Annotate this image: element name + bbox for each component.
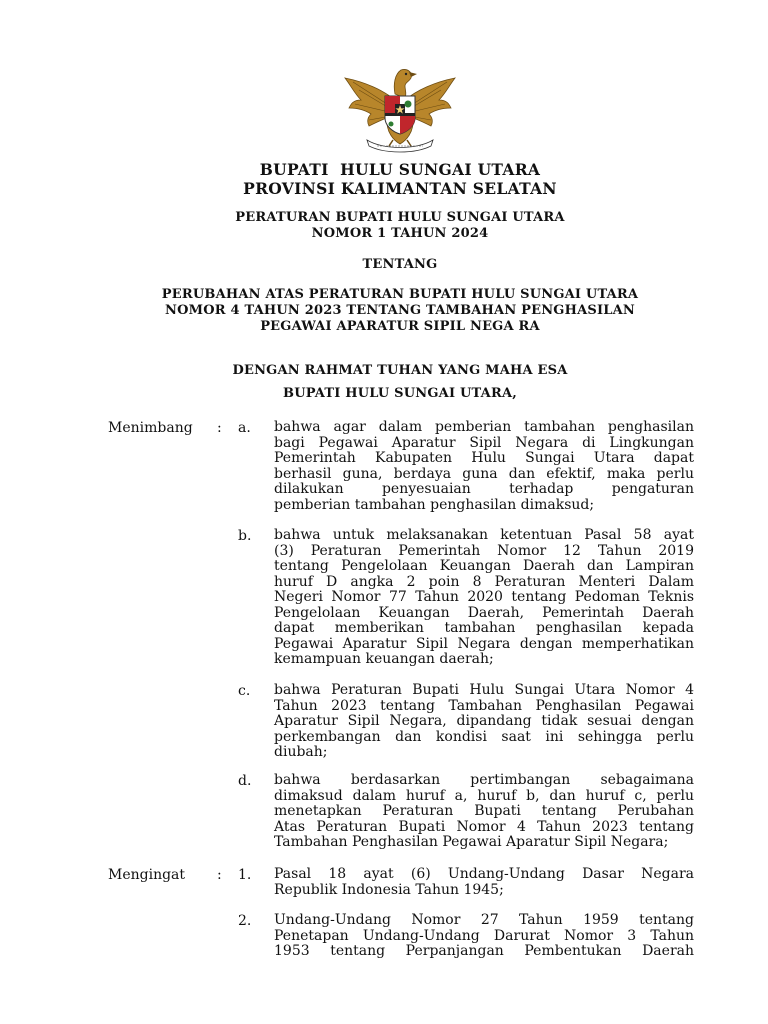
menimbang-d-text <box>274 773 694 851</box>
text-line: Pemerintah Kabupaten Hulu Sungai Utara dapat <box>274 450 694 466</box>
text-line: bahwa Peraturan Bupati Hulu Sungai Utara Nomor 4 <box>274 682 694 698</box>
menimbang-b-text <box>274 528 694 668</box>
menimbang-a-marker: a. <box>238 420 251 436</box>
text-line: Pegawai Aparatur Sipil Negara dengan memperhatikan <box>274 635 694 652</box>
text-line: Penetapan Undang-Undang Darurat Nomor 3 Tahun <box>274 927 694 944</box>
mengingat-colon: : <box>217 867 222 883</box>
text-line: bahwa berdasarkan pertimbangan sebagaimana <box>274 772 694 788</box>
mengingat-2-marker: 2. <box>238 913 252 929</box>
menimbang-c-marker: c. <box>238 683 251 699</box>
mengingat-label: Mengingat <box>108 867 186 883</box>
mengingat-1-marker: 1. <box>238 867 252 883</box>
regent-title-line1: BUPATI HULU SUNGAI UTARA <box>259 160 541 179</box>
text-line: diubah; <box>274 744 328 760</box>
regulation-subject-line3: PEGAWAI APARATUR SIPIL NEGA RA <box>260 319 540 334</box>
regulation-subject-line2: NOMOR 4 TAHUN 2023 TENTANG TAMBAHAN PENGHASILAN <box>165 303 635 318</box>
menimbang-c-text <box>274 683 694 761</box>
text-line: Atas Peraturan Bupati Nomor 4 Tahun 2023 tentang <box>274 818 694 835</box>
menimbang-colon: : <box>217 420 222 436</box>
text-line: bagi Pegawai Aparatur Sipil Negara di Lingkungan <box>274 434 694 451</box>
menimbang-label: Menimbang <box>108 420 193 436</box>
text-line: Negeri Nomor 77 Tahun 2020 tentang Pedoman Teknis <box>274 589 694 605</box>
tentang-heading: TENTANG <box>362 257 438 272</box>
text-line: kemampuan keuangan daerah; <box>274 651 494 667</box>
menimbang-a-text <box>274 420 694 513</box>
regulation-subject-line1: PERUBAHAN ATAS PERATURAN BUPATI HULU SUNGAI UTARA <box>161 287 639 302</box>
blessing-line: DENGAN RAHMAT TUHAN YANG MAHA ESA <box>232 363 568 378</box>
menimbang-b-marker: b. <box>238 528 252 544</box>
menimbang-d-marker: d. <box>238 773 252 789</box>
regulation-number-line2: NOMOR 1 TAHUN 2024 <box>311 226 489 241</box>
text-line: Undang-Undang Nomor 27 Tahun 1959 tentang <box>274 912 694 928</box>
text-line: Pengelolaan Keuangan Daerah, Pemerintah Daerah <box>274 604 694 621</box>
text-line: Aparatur Sipil Negara, dipandang tidak sesuai dengan <box>274 713 694 729</box>
text-line: perkembangan dan kondisi saat ini sehingga perlu <box>274 728 694 745</box>
regulation-number <box>0 210 768 242</box>
text-line: bahwa untuk melaksanakan ketentuan Pasal 58 ayat <box>274 527 694 543</box>
text-line: dapat memberikan tambahan penghasilan kepada <box>274 620 694 636</box>
text-line: Tambahan Penghasilan Pegawai Aparatur Sipil Negara; <box>274 834 669 850</box>
text-line: Pasal 18 ayat (6) Undang-Undang Dasar Negara <box>274 866 694 882</box>
text-line: Republik Indonesia Tahun 1945; <box>274 881 504 898</box>
text-line: menetapkan Peraturan Bupati tentang Perubahan <box>274 803 694 819</box>
mengingat-1-text <box>274 867 694 898</box>
text-line: Tahun 2023 tentang Tambahan Penghasilan Pegawai <box>274 697 694 714</box>
text-line: 1953 tentang Perpanjangan Pembentukan Daerah <box>274 943 694 959</box>
text-line: huruf D angka 2 poin 8 Peraturan Menteri Dalam <box>274 573 694 590</box>
regulation-subject <box>0 287 768 335</box>
text-line: dilakukan penyesuaian terhadap pengaturan <box>274 481 694 497</box>
regent-address-line: BUPATI HULU SUNGAI UTARA, <box>283 386 517 401</box>
mengingat-2-text <box>274 913 694 960</box>
garuda-pancasila-emblem <box>343 60 457 154</box>
text-line: tentang Pengelolaan Keuangan Daerah dan Lampiran <box>274 558 694 574</box>
regent-title <box>0 160 768 198</box>
text-line: berhasil guna, berdaya guna dan efektif, maka perlu <box>274 465 694 482</box>
regent-title-line2: PROVINSI KALIMANTAN SELATAN <box>243 179 557 198</box>
text-line: (3) Peraturan Pemerintah Nomor 12 Tahun 2019 <box>274 542 694 559</box>
text-line: bahwa agar dalam pemberian tambahan penghasilan <box>274 419 694 435</box>
regulation-number-line1: PERATURAN BUPATI HULU SUNGAI UTARA <box>235 210 565 225</box>
text-line: pemberian tambahan penghasilan dimaksud; <box>274 496 595 513</box>
text-line: dimaksud dalam huruf a, huruf b, dan huruf c, perlu <box>274 787 694 804</box>
